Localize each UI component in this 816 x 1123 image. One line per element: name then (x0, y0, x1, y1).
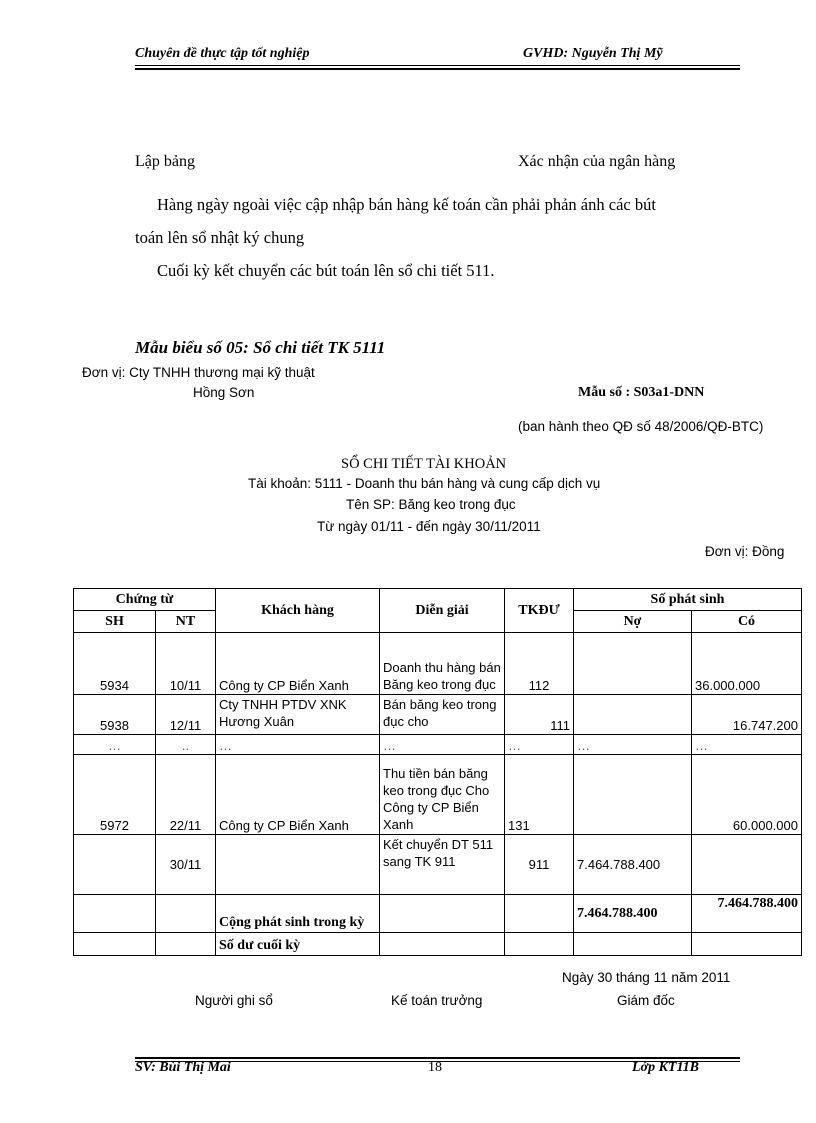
cell-nt: 30/11 (156, 835, 216, 895)
footer-student: SV: Bùi Thị Mai (135, 1060, 231, 1075)
total-debit: 7.464.788.400 (574, 895, 692, 933)
table-row (74, 695, 802, 735)
cell-tkdu: 111 (505, 695, 574, 735)
header-nt: NT (156, 611, 216, 633)
cell-description: Thu tiền bán băng keo trong đục Cho Công ty CP Biển Xanh (380, 755, 505, 835)
period-line: Từ ngày 01/11 - đến ngày 30/11/2011 (317, 519, 541, 534)
cell-debit (574, 633, 692, 695)
cell-nt: 22/11 (156, 755, 216, 835)
cell-sh: … (74, 735, 156, 755)
cell-tkdu: 112 (505, 633, 574, 695)
cell-credit: 16.747.200 (692, 695, 802, 735)
page-header (135, 46, 740, 66)
paragraph-1-line-1: Hàng ngày ngoài việc cập nhập bán hàng kế toán cần phải phản ánh các bút (157, 195, 656, 214)
product-line: Tên SP: Băng keo trong đục (346, 497, 516, 512)
cell-tkdu: 911 (505, 835, 574, 895)
signature-date: Ngày 30 tháng 11 năm 2011 (562, 970, 731, 985)
cell-nt: 10/11 (156, 633, 216, 695)
cell-tkdu: 131 (505, 755, 574, 835)
form-code: Mẫu số : S03a1-DNN (578, 385, 705, 400)
cell-description: Kết chuyển DT 511 sang TK 911 (380, 835, 505, 895)
table-row (74, 755, 802, 835)
cell-sh: 5938 (74, 695, 156, 735)
header-amount: Số phát sinh (574, 589, 802, 611)
footer-page-number: 18 (428, 1060, 442, 1075)
bank-confirmation-label: Xác nhận của ngân hàng (518, 153, 676, 170)
table-total-row (74, 895, 802, 933)
cell-description: … (380, 735, 505, 755)
ledger-table (73, 588, 802, 956)
cell-credit: … (692, 735, 802, 755)
total-label: Cộng phát sinh trong kỳ (216, 895, 380, 933)
cell-customer: Công ty CP Biển Xanh (216, 755, 380, 835)
header-advisor: GVHD: Nguyễn Thị Mỹ (523, 46, 663, 61)
cell-credit: 36.000.000 (692, 633, 802, 695)
footer-rule-thick (135, 1057, 740, 1059)
cell-debit (574, 695, 692, 735)
prepared-by-label: Lập bảng (135, 153, 195, 170)
cell-debit (574, 755, 692, 835)
footer-class: Lớp KT11B (632, 1060, 700, 1075)
cell-customer: … (216, 735, 380, 755)
header-description: Diễn giải (380, 589, 505, 633)
cell-nt: .. (156, 735, 216, 755)
header-tkdu: TKĐƯ (505, 589, 574, 633)
table-row-ellipsis (74, 735, 802, 755)
cell-sh: 5934 (74, 633, 156, 695)
signature-recorder: Người ghi sổ (195, 993, 273, 1008)
closing-label: Số dư cuối kỳ (216, 933, 380, 956)
cell-tkdu: … (505, 735, 574, 755)
header-voucher: Chứng từ (74, 589, 216, 611)
currency-unit: Đơn vị: Đồng (705, 544, 785, 559)
cell-sh (74, 835, 156, 895)
cell-credit (692, 835, 802, 895)
paragraph-2: Cuối kỳ kết chuyển các bút toán lên sổ chi tiết 511. (157, 261, 495, 280)
header-rule-thin (135, 65, 740, 66)
header-customer: Khách hàng (216, 589, 380, 633)
signature-director: Giám đốc (617, 993, 675, 1008)
issued-decision: (ban hành theo QĐ số 48/2006/QĐ-BTC) (518, 419, 764, 434)
cell-description: Bán băng keo trong đục cho (380, 695, 505, 735)
total-credit: 7.464.788.400 (692, 895, 802, 933)
cell-credit: 60.000.000 (692, 755, 802, 835)
table-closing-row (74, 933, 802, 956)
cell-nt: 12/11 (156, 695, 216, 735)
cell-description: Doanh thu hàng bán Băng keo trong đục (380, 633, 505, 695)
paragraph-1-line-2: toán lên sổ nhật ký chung (135, 228, 305, 247)
cell-sh: 5972 (74, 755, 156, 835)
header-debit: Nợ (574, 611, 692, 633)
cell-customer: Cty TNHH PTDV XNK Hương Xuân (216, 695, 380, 735)
header-sh: SH (74, 611, 156, 633)
table-row (74, 633, 802, 695)
cell-debit: 7.464.788.400 (574, 835, 692, 895)
signature-chief-accountant: Kế toán trưởng (391, 993, 483, 1008)
header-rule-thick (135, 68, 740, 70)
header-credit: Có (692, 611, 802, 633)
cell-customer (216, 835, 380, 895)
cell-customer: Công ty CP Biển Xanh (216, 633, 380, 695)
account-line: Tài khoản: 5111 - Doanh thu bán hàng và cung cấp dịch vụ (248, 476, 601, 491)
cell-debit: … (574, 735, 692, 755)
form-title: Mẫu biểu số 05: Sổ chi tiết TK 5111 (135, 338, 386, 357)
unit-line-1: Đơn vị: Cty TNHH thương mại kỹ thuật (82, 365, 315, 380)
ledger-title: SỔ CHI TIẾT TÀI KHOẢN (341, 456, 507, 472)
unit-line-2: Hồng Sơn (193, 385, 255, 400)
header-thesis-title: Chuyên đề thực tập tốt nghiệp (135, 46, 310, 61)
table-row (74, 835, 802, 895)
